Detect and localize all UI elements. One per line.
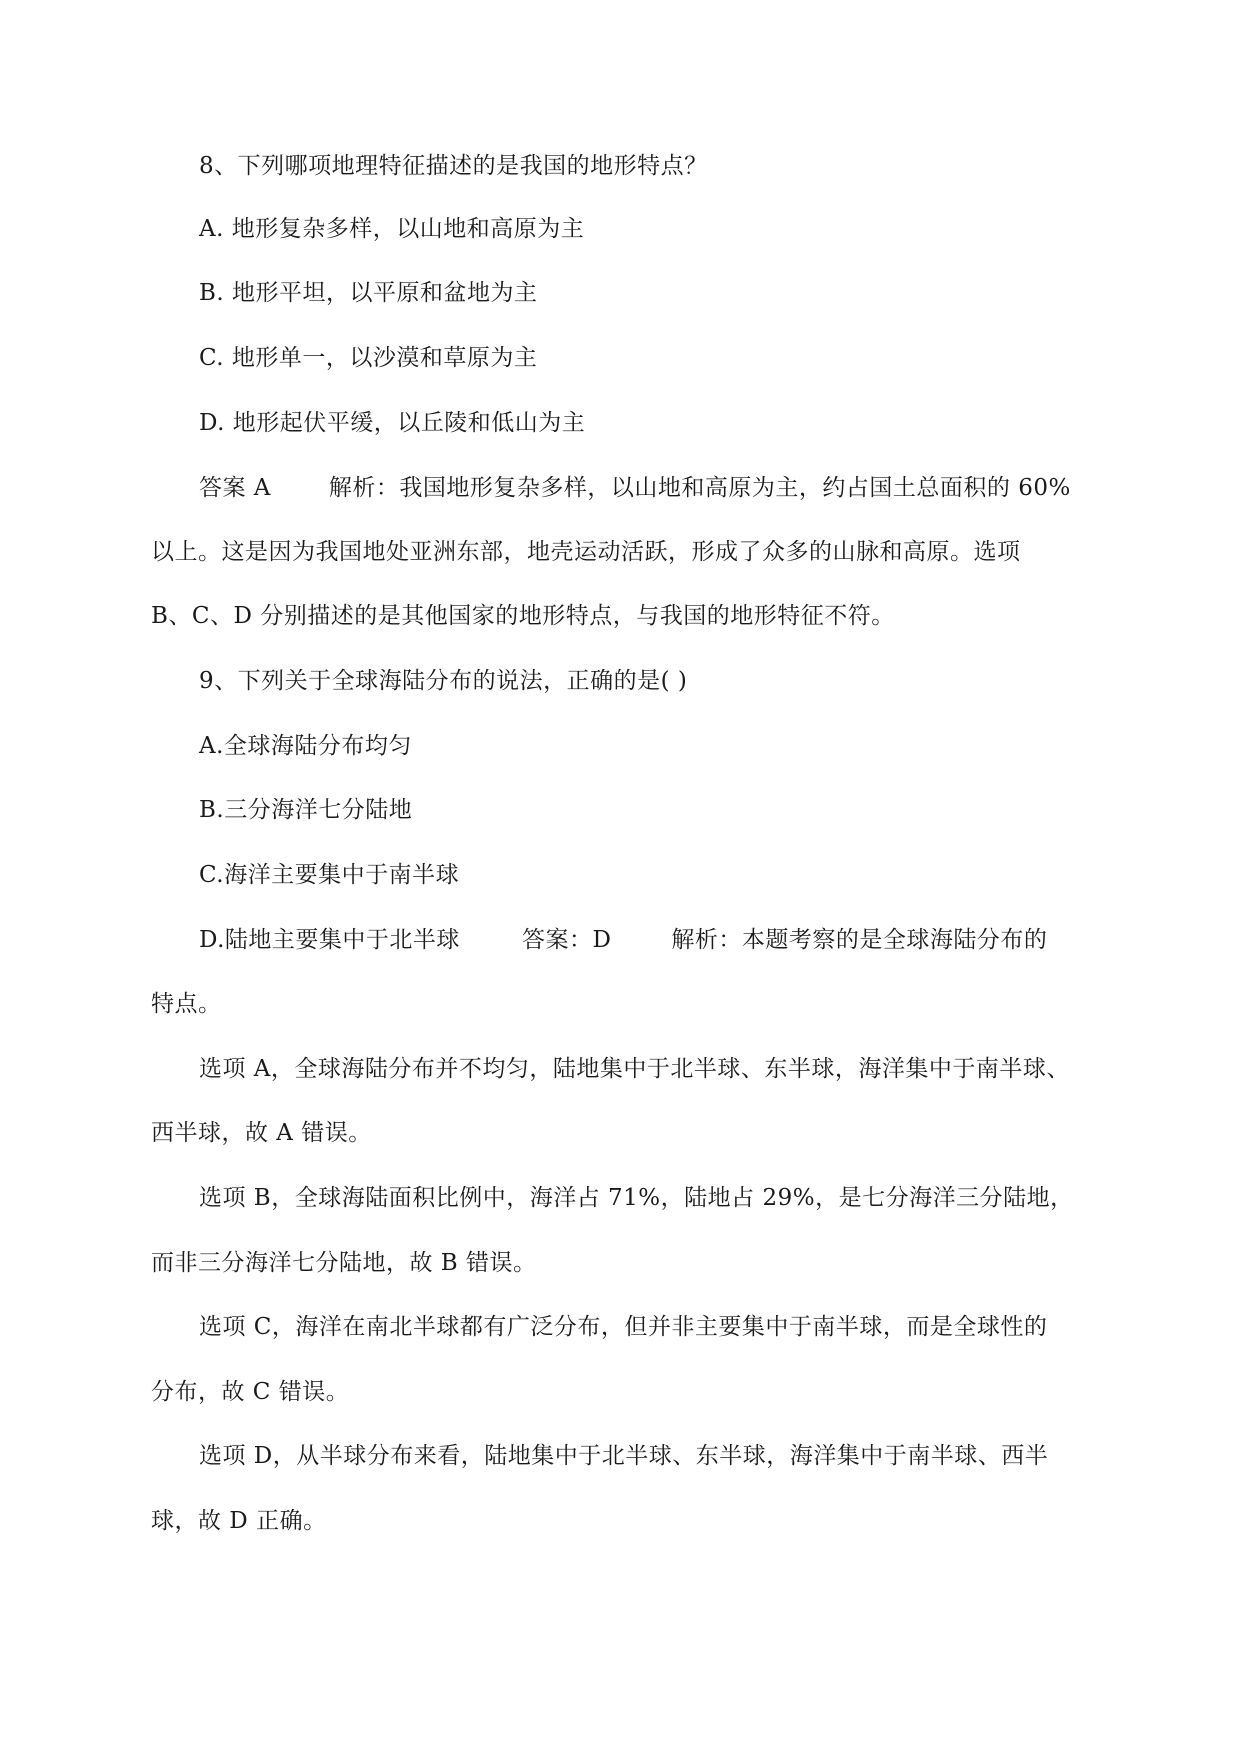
q9-analysis: 解析：本题考察的是全球海陆分布的: [671, 927, 1048, 953]
q9-option-d-line: [199, 925, 1047, 955]
q8-option-b: B. 地形平坦，以平原和盆地为主: [199, 280, 538, 306]
q8-answer: 答案 A: [199, 475, 271, 501]
q8-option-d: D. 地形起伏平缓，以丘陵和低山为主: [199, 410, 586, 436]
q9-explanation-c-line-2: 分布，故 C 错误。: [151, 1379, 350, 1405]
q9-question: 9、下列关于全球海陆分布的说法，正确的是( ): [199, 668, 688, 694]
q9-explanation-a-line-1: 选项 A，全球海陆分布并不均匀，陆地集中于北半球、东半球，海洋集中于南半球、: [199, 1056, 1070, 1082]
q9-explanation-b-line-2: 而非三分海洋七分陆地，故 B 错误。: [151, 1250, 537, 1276]
q9-explanation-b-line-1: 选项 B，全球海陆面积比例中，海洋占 71%，陆地占 29%，是七分海洋三分陆地，: [199, 1185, 1074, 1211]
q8-option-a: A. 地形复杂多样，以山地和高原为主: [199, 216, 585, 242]
q9-option-b: B.三分海洋七分陆地: [199, 797, 413, 823]
q8-question: 8、下列哪项地理特征描述的是我国的地形特点？: [199, 153, 708, 179]
q9-option-d: D.陆地主要集中于北半球: [199, 927, 460, 953]
q9-option-a: A.全球海陆分布均匀: [199, 733, 412, 759]
q8-analysis-line-2: 以上。这是因为我国地处亚洲东部，地壳运动活跃，形成了众多的山脉和高原。选项: [151, 539, 1021, 565]
q9-explanation-a-line-2: 西半球，故 A 错误。: [151, 1120, 372, 1146]
q9-analysis-cont: 特点。: [151, 991, 222, 1017]
q8-analysis-line-3: B、C、D 分别描述的是其他国家的地形特点，与我国的地形特征不符。: [151, 603, 895, 629]
q8-answer-line: [199, 473, 1071, 503]
q9-explanation-d-line-1: 选项 D，从半球分布来看，陆地集中于北半球、东半球，海洋集中于南半球、西半: [199, 1443, 1049, 1469]
q9-answer: 答案：D: [521, 927, 612, 953]
q9-explanation-d-line-2: 球，故 D 正确。: [151, 1508, 327, 1534]
q8-analysis-line-1: 解析：我国地形复杂多样，以山地和高原为主，约占国土总面积的 60%: [328, 475, 1071, 501]
q9-option-c: C.海洋主要集中于南半球: [199, 862, 460, 888]
q8-option-c: C. 地形单一，以沙漠和草原为主: [199, 345, 538, 371]
q9-explanation-c-line-1: 选项 C，海洋在南北半球都有广泛分布，但并非主要集中于南半球，而是全球性的: [199, 1314, 1048, 1340]
